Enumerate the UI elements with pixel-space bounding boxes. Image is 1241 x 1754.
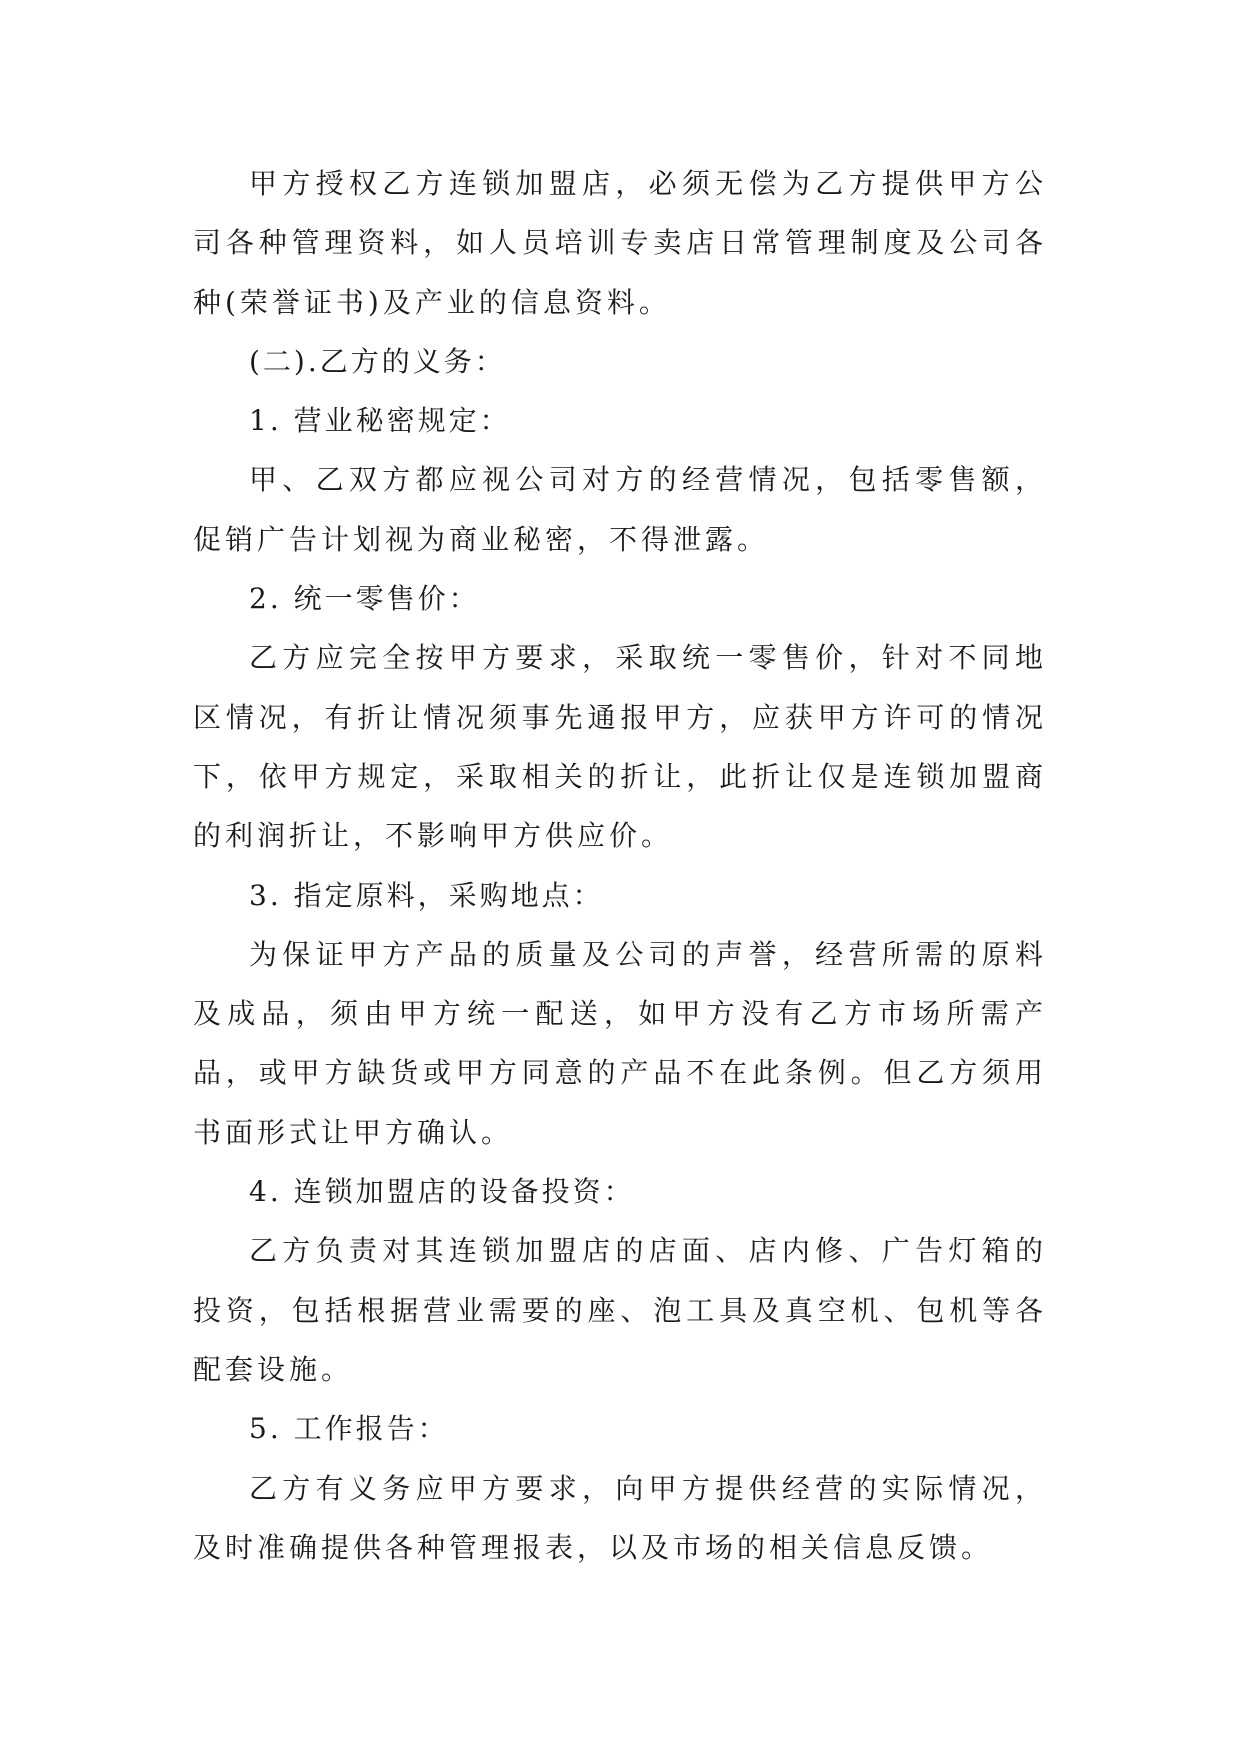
paragraph-equipment-investment: 乙方负责对其连锁加盟店的店面、店内修、广告灯箱的投资，包括根据营业需要的座、泡工具及真空机、包机等各配套设施。 <box>193 1234 1047 1386</box>
item-heading-designated-materials: 3. 指定原料，采购地点： <box>249 878 604 912</box>
section-heading-party-b-obligations: (二).乙方的义务： <box>249 344 506 378</box>
item-heading-work-report: 5. 工作报告： <box>249 1412 449 1446</box>
paragraph-work-report: 乙方有义务应甲方要求，向甲方提供经营的实际情况，及时准确提供各种管理报表，以及市场的相关信息反馈。 <box>193 1471 1047 1564</box>
paragraph-authorization: 甲方授权乙方连锁加盟店，必须无偿为乙方提供甲方公司各种管理资料，如人员培训专卖店日常管理制度及公司各种(荣誉证书)及产业的信息资料。 <box>193 167 1047 319</box>
paragraph-designated-materials: 为保证甲方产品的质量及公司的声誉，经营所需的原料及成品，须由甲方统一配送，如甲方没有乙方市场所需产品，或甲方缺货或甲方同意的产品不在此条例。但乙方须用书面形式让甲方确认。 <box>193 937 1047 1149</box>
paragraph-unified-retail-price: 乙方应完全按甲方要求，采取统一零售价，针对不同地区情况，有折让情况须事先通报甲方，应获甲方许可的情况下，依甲方规定，采取相关的折让，此折让仅是连锁加盟商的利润折让，不影响甲方供应价。 <box>193 641 1047 853</box>
paragraph-trade-secrets: 甲、乙双方都应视公司对方的经营情况，包括零售额，促销广告计划视为商业秘密，不得泄露。 <box>193 463 1047 556</box>
item-heading-unified-retail-price: 2. 统一零售价： <box>249 582 480 616</box>
document-body <box>193 154 1047 1577</box>
item-heading-equipment-investment: 4. 连锁加盟店的设备投资： <box>249 1175 635 1209</box>
item-heading-trade-secrets: 1. 营业秘密规定： <box>249 404 511 438</box>
